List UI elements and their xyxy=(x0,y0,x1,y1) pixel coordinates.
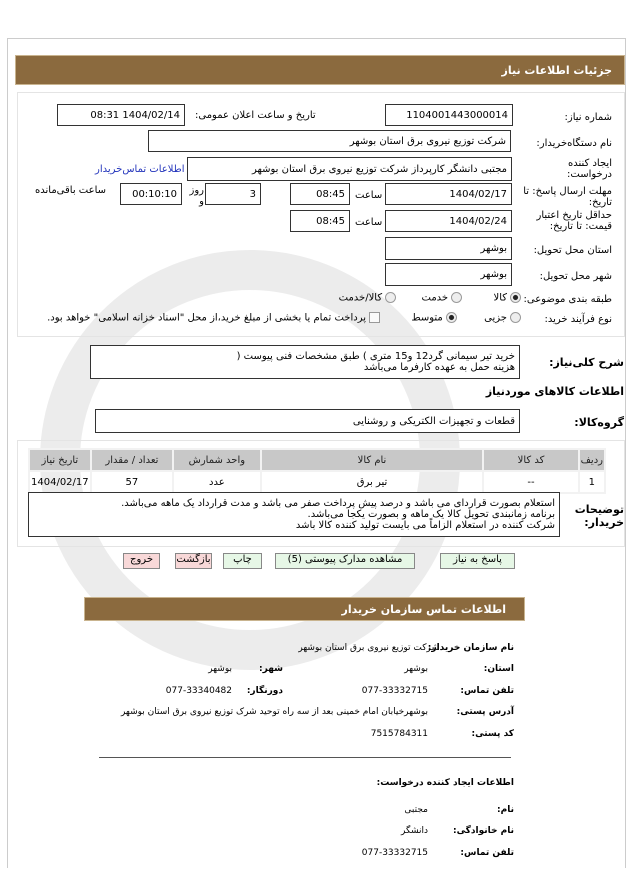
postal-label: کد پستی: xyxy=(471,729,514,739)
goods-section-title: اطلاعات کالاهای موردنیاز xyxy=(485,385,624,398)
attachments-button[interactable]: مشاهده مدارک پیوستی (5) xyxy=(275,553,415,569)
creator-info-title: اطلاعات ایجاد کننده درخواست: xyxy=(376,778,514,788)
family-value: دانشگر xyxy=(401,826,428,836)
validity-time-label: ساعت xyxy=(355,217,383,228)
col-row: ردیف xyxy=(579,449,605,471)
deadline-time-label: ساعت xyxy=(355,190,383,201)
creator-field: مجتبی دانشگر کارپرداز شرکت توزیع نیروی برق استان بوشهر xyxy=(187,157,512,181)
divider xyxy=(99,757,511,758)
treasury-checkbox[interactable] xyxy=(369,312,380,323)
validity-time-field: 08:45 xyxy=(290,210,350,232)
category-label: طبقه بندی موضوعی: xyxy=(523,294,612,305)
name-label: نام: xyxy=(497,805,514,815)
phone-label: تلفن تماس: xyxy=(460,686,514,696)
province-value-contact: بوشهر xyxy=(404,664,428,674)
cell-name: تیر برق xyxy=(261,471,484,493)
org-label: نام سازمان خریدار: xyxy=(427,643,514,653)
announce-label: تاریخ و ساعت اعلان عمومی: xyxy=(195,110,316,121)
province-label: استان محل تحویل: xyxy=(533,245,612,256)
fax-label: دورنگار: xyxy=(246,686,283,696)
category-radio-group xyxy=(339,292,524,304)
name-value: مجتبی xyxy=(404,805,428,815)
radio-medium[interactable] xyxy=(446,312,457,323)
goods-group-label: گروه‌کالا: xyxy=(574,416,624,429)
col-unit: واحد شمارش xyxy=(173,449,260,471)
page-header: جزئیات اطلاعات نیاز xyxy=(15,55,625,85)
phone-value: 077-33332715 xyxy=(361,686,428,696)
col-name: نام کالا xyxy=(261,449,484,471)
province-label-contact: استان: xyxy=(483,664,514,674)
reply-button[interactable]: پاسخ به نیاز xyxy=(440,553,515,569)
goods-group-field: قطعات و تجهیزات الکتریکی و روشنایی xyxy=(95,409,520,433)
family-label: نام خانوادگی: xyxy=(452,826,514,836)
cell-row: 1 xyxy=(579,471,605,493)
notes-field xyxy=(28,492,560,537)
validity-label: حداقل تاریخ اعتبار قیمت: تا تاریخ: xyxy=(536,210,612,232)
city-value-contact: بوشهر xyxy=(208,664,232,674)
notes-label: توضیحات خریدار: xyxy=(574,503,624,529)
announce-field: 1404/02/14 08:31 xyxy=(57,104,185,126)
process-radio-group xyxy=(47,312,524,324)
cell-unit: عدد xyxy=(173,471,260,493)
table-header-row xyxy=(29,449,605,471)
deadline-date-field: 1404/02/17 xyxy=(385,183,512,205)
col-date: تاریخ نیاز xyxy=(29,449,91,471)
radio-goods-label: کالا xyxy=(493,292,507,304)
radio-goods-service[interactable] xyxy=(385,292,396,303)
radio-goods-service-label: کالا/خدمت xyxy=(338,292,383,304)
buyer-label: نام دستگاه‌خریدار: xyxy=(536,138,612,149)
cell-qty: 57 xyxy=(91,471,174,493)
table-row xyxy=(29,471,605,493)
treasury-label: پرداخت تمام یا بخشی از مبلغ خرید،از محل "اسناد خزانه اسلامی" خواهد بود. xyxy=(47,312,366,324)
address-label: آدرس پستی: xyxy=(456,707,514,717)
process-label: نوع فرآیند خرید: xyxy=(544,314,612,325)
notes-line: استعلام بصورت قراردای می باشد و درصد پیش پرداخت صفر می باشد و مدت قرارداد یک ماهه می‌باشد. xyxy=(121,498,555,509)
exit-button[interactable]: خروج xyxy=(123,553,160,569)
description-label: شرح کلی‌نیاز: xyxy=(549,356,624,369)
radio-minor-label: جزیی xyxy=(484,312,507,324)
description-line: هزینه حمل به عهده کارفرما می‌باشد xyxy=(363,362,515,373)
radio-goods[interactable] xyxy=(510,292,521,303)
radio-service-label: خدمت xyxy=(421,292,449,304)
org-value: شرکت توزیع نیروی برق استان بوشهر xyxy=(298,643,439,653)
validity-date-field: 1404/02/24 xyxy=(385,210,512,232)
creator-label: ایجاد کننده درخواست: xyxy=(567,158,612,180)
notes-line: شرکت کننده در استعلام الزاماً می بایست تولید کننده کالا باشد xyxy=(295,520,555,531)
remaining-label: ساعت باقی‌مانده xyxy=(35,185,107,196)
need-number-field: 1104001443000014 xyxy=(385,104,513,126)
buyer-field: شرکت توزیع نیروی برق استان بوشهر xyxy=(148,130,511,152)
postal-value: 7515784311 xyxy=(370,729,428,739)
deadline-label: مهلت ارسال پاسخ: تا تاریخ: xyxy=(523,186,612,208)
print-button[interactable]: چاپ xyxy=(223,553,262,569)
fax-value: 077-33340482 xyxy=(165,686,232,696)
back-button[interactable]: بازگشت xyxy=(175,553,212,569)
days-field: 3 xyxy=(205,183,261,205)
col-code: کد کالا xyxy=(483,449,578,471)
radio-minor[interactable] xyxy=(510,312,521,323)
cell-date: 1404/02/17 xyxy=(29,471,91,493)
creator-phone-value: 077-33332715 xyxy=(361,848,428,858)
deadline-time-field: 08:45 xyxy=(290,183,350,205)
cell-code: -- xyxy=(483,471,578,493)
description-line: خرید تیر سیمانی گرد12 و15 متری ) طبق مشخصات فنی پیوست ( xyxy=(236,351,515,362)
city-label-contact: شهر: xyxy=(259,664,283,674)
need-number-label: شماره نیاز: xyxy=(564,112,612,123)
col-qty: تعداد / مقدار xyxy=(91,449,174,471)
address-value: بوشهرخیابان امام خمینی بعد از سه راه توحید شرک توزیع نیروی برق استان بوشهر xyxy=(120,707,428,717)
goods-table xyxy=(28,448,606,494)
city-field: بوشهر xyxy=(385,263,512,286)
remaining-field: 00:10:10 xyxy=(120,183,182,205)
description-field xyxy=(90,345,520,379)
buyer-contact-link[interactable]: اطلاعات تماس‌خریدار xyxy=(95,164,185,175)
city-label: شهر محل تحویل: xyxy=(539,271,612,282)
contact-header: اطلاعات تماس سازمان خریدار xyxy=(84,597,525,621)
radio-medium-label: متوسط xyxy=(411,312,443,324)
notes-line: برنامه زمانبندی تحویل کالا یک ماهه و بصورت یکجا می‌باشد. xyxy=(307,509,555,520)
province-field: بوشهر xyxy=(385,237,512,260)
creator-phone-label: تلفن تماس: xyxy=(460,848,514,858)
days-label: روز و xyxy=(189,185,204,207)
radio-service[interactable] xyxy=(451,292,462,303)
